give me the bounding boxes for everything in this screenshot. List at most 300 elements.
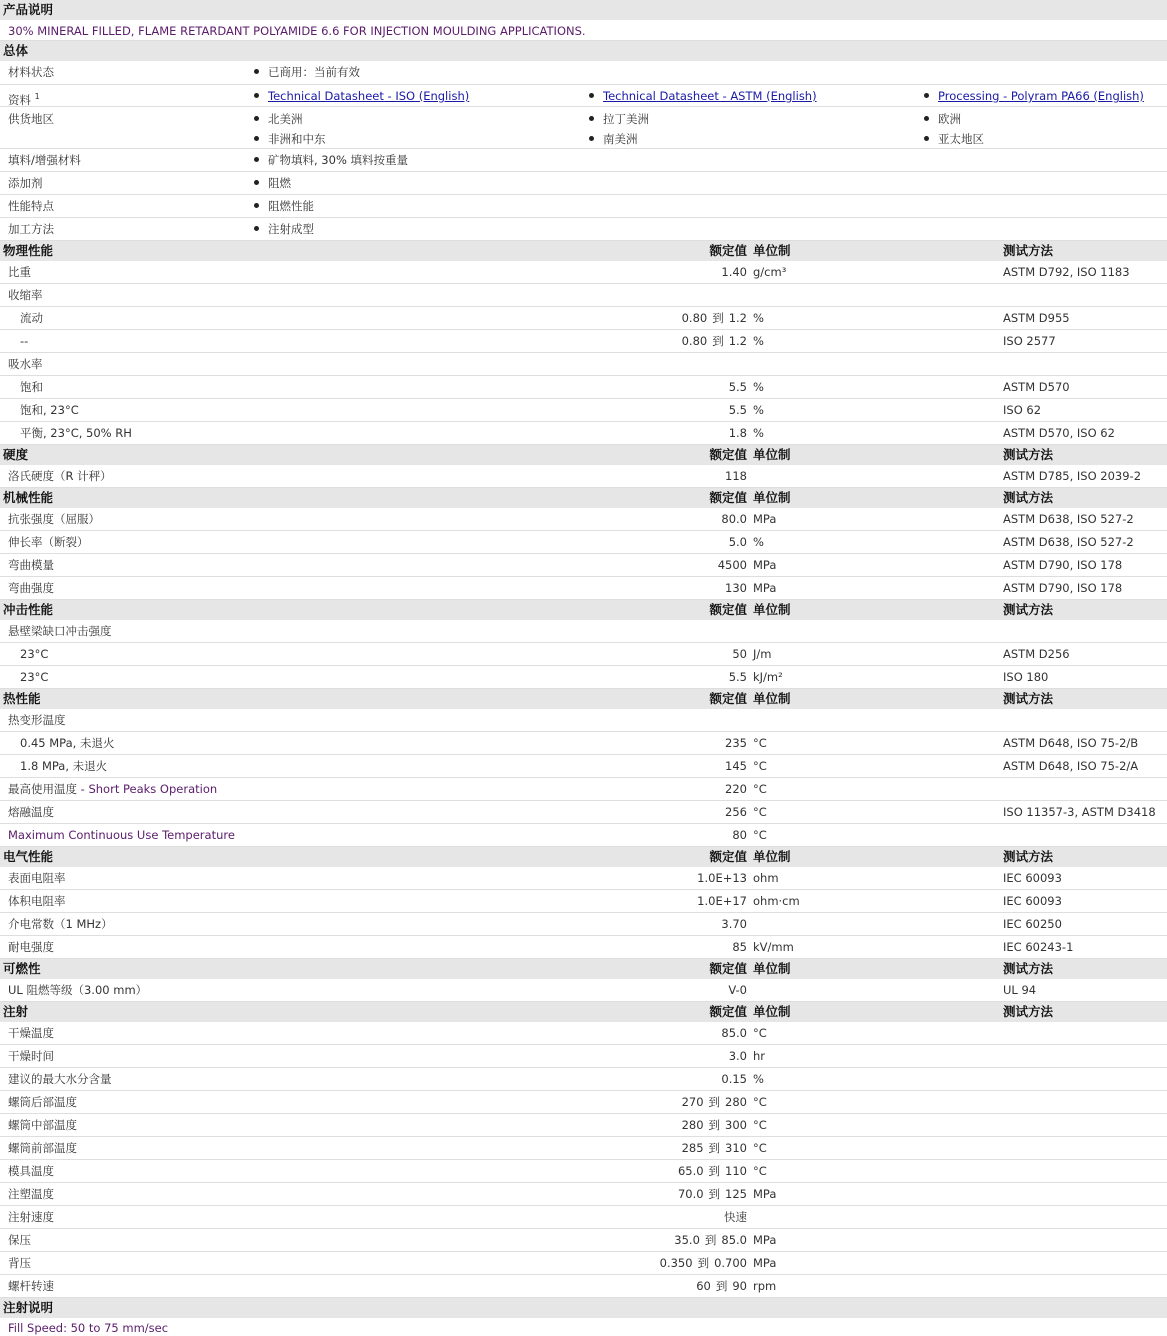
property-row xyxy=(0,1137,1167,1160)
unit: °C xyxy=(753,736,767,750)
property-label xyxy=(8,1068,112,1091)
nominal-value: 1.0E+17 xyxy=(697,894,747,908)
property-label xyxy=(8,1114,77,1137)
property-label xyxy=(20,399,79,422)
test-method: ASTM D790, ISO 178 xyxy=(1003,581,1123,595)
nominal-range xyxy=(682,1114,747,1137)
property-label xyxy=(8,1275,54,1298)
property-row xyxy=(0,1091,1167,1114)
test-method: ASTM D256 xyxy=(1003,647,1070,661)
property-row xyxy=(0,422,1167,445)
property-row xyxy=(0,284,1167,307)
nominal-range xyxy=(682,307,747,330)
doc-link-item xyxy=(924,85,1144,108)
range-low: 35.0 xyxy=(674,1233,700,1247)
unit: °C xyxy=(753,1164,767,1178)
item-text: 注射成型 xyxy=(268,222,314,236)
bullet-icon xyxy=(254,69,259,74)
nominal-value: 1.0E+13 xyxy=(697,871,747,885)
unit: rpm xyxy=(753,1279,777,1293)
nominal-range xyxy=(682,1091,747,1114)
section-title: 电气性能 xyxy=(3,849,54,864)
general-row-features xyxy=(0,195,1167,218)
product-description: 30% MINERAL FILLED, FLAME RETARDANT POLYAMIDE 6.6 FOR INJECTION MOULDING APPLICATIONS. xyxy=(0,20,1167,41)
label-text: 耐电强度 xyxy=(8,940,54,954)
unit: g/cm³ xyxy=(753,265,787,279)
section-header-electrical xyxy=(0,847,1167,867)
bullet-icon xyxy=(254,157,259,162)
test-method: ISO 180 xyxy=(1003,670,1049,684)
column-header-test-method: 测试方法 xyxy=(1003,602,1054,617)
test-method: ISO 11357-3, ASTM D3418 xyxy=(1003,805,1156,819)
range-high: 1.2 xyxy=(728,311,747,325)
section-title: 物理性能 xyxy=(3,243,54,258)
test-method: ASTM D648, ISO 75-2/B xyxy=(1003,736,1139,750)
property-row xyxy=(0,620,1167,643)
nominal-value: 3.70 xyxy=(721,917,747,931)
range-high: 280 xyxy=(725,1095,747,1109)
property-row xyxy=(0,979,1167,1002)
property-row xyxy=(0,261,1167,284)
property-row xyxy=(0,1068,1167,1091)
test-method: IEC 60243-1 xyxy=(1003,940,1074,954)
property-label xyxy=(8,261,31,284)
item-text: 北美洲 xyxy=(268,112,303,126)
property-row xyxy=(0,732,1167,755)
property-row xyxy=(0,376,1167,399)
unit: MPa xyxy=(753,1233,777,1247)
injection-note-text: Fill Speed: 50 to 75 mm/sec xyxy=(8,1321,169,1335)
property-label xyxy=(8,284,43,307)
unit: MPa xyxy=(753,581,777,595)
region-item xyxy=(254,129,326,149)
row-label: 加工方法 xyxy=(8,222,54,236)
property-label xyxy=(8,824,235,847)
property-label xyxy=(20,376,43,399)
label-text: 伸长率（断裂） xyxy=(8,535,89,549)
property-label xyxy=(20,643,48,666)
item-text: 非洲和中东 xyxy=(268,132,326,146)
unit: % xyxy=(753,311,764,325)
column-header-nominal: 额定值 xyxy=(709,447,747,462)
column-header-test-method: 测试方法 xyxy=(1003,849,1054,864)
item-text: 拉丁美洲 xyxy=(603,112,649,126)
section-header-hardness xyxy=(0,445,1167,465)
label-text: 悬壁梁缺口冲击强度 xyxy=(8,624,112,638)
label-text: 最高使用温度 xyxy=(8,782,77,796)
general-row-regions xyxy=(0,107,1167,149)
section-header-physical xyxy=(0,241,1167,261)
property-label xyxy=(8,1206,54,1229)
bullet-icon xyxy=(589,136,594,141)
property-row xyxy=(0,465,1167,488)
property-row xyxy=(0,330,1167,353)
label-text: 收缩率 xyxy=(8,288,43,302)
nominal-value: 5.5 xyxy=(728,403,747,417)
test-method: IEC 60093 xyxy=(1003,894,1062,908)
label-text: 流动 xyxy=(20,311,43,325)
bullet-icon xyxy=(924,116,929,121)
unit: °C xyxy=(753,782,767,796)
property-label xyxy=(8,867,66,890)
property-label xyxy=(8,1229,31,1252)
nominal-value: V-0 xyxy=(728,983,747,997)
property-row xyxy=(0,666,1167,689)
property-label xyxy=(20,307,43,330)
range-separator: 到 xyxy=(708,1141,721,1155)
label-text: 螺筒中部温度 xyxy=(8,1118,77,1132)
label-text: 螺筒前部温度 xyxy=(8,1141,77,1155)
column-header-unit: 单位制 xyxy=(753,1004,791,1019)
label-text: 0.45 MPa, 未退火 xyxy=(20,736,115,750)
nominal-value: 5.5 xyxy=(728,380,747,394)
unit: kV/mm xyxy=(753,940,794,954)
row-label: 材料状态 xyxy=(8,65,54,79)
section-header-thermal xyxy=(0,689,1167,709)
property-row xyxy=(0,1114,1167,1137)
range-low: 60 xyxy=(696,1279,711,1293)
label-text: 模具温度 xyxy=(8,1164,54,1178)
property-label xyxy=(8,554,54,577)
property-label xyxy=(8,1045,54,1068)
footnote-marker: 1 xyxy=(34,92,40,101)
nominal-range xyxy=(660,1252,747,1275)
unit: ohm·cm xyxy=(753,894,800,908)
column-header-nominal: 额定值 xyxy=(709,490,747,505)
column-header-nominal: 额定值 xyxy=(709,849,747,864)
item-text: 阻燃性能 xyxy=(268,199,314,213)
item-text: 亚太地区 xyxy=(938,132,984,146)
property-row xyxy=(0,307,1167,330)
section-title: 产品说明 xyxy=(3,2,54,17)
property-row xyxy=(0,1252,1167,1275)
column-header-unit: 单位制 xyxy=(753,961,791,976)
section-title: 注射说明 xyxy=(3,1300,54,1315)
list-item xyxy=(254,172,291,195)
bullet-icon xyxy=(254,93,259,98)
unit: MPa xyxy=(753,1256,777,1270)
range-high: 0.700 xyxy=(714,1256,747,1270)
label-text: 表面电阻率 xyxy=(8,871,66,885)
bullet-icon xyxy=(589,116,594,121)
range-separator: 到 xyxy=(697,1256,710,1270)
label-text: 建议的最大水分含量 xyxy=(8,1072,112,1086)
range-low: 270 xyxy=(681,1095,704,1109)
label-text: 背压 xyxy=(8,1256,31,1270)
property-row xyxy=(0,1022,1167,1045)
property-label xyxy=(8,1160,54,1183)
property-label xyxy=(8,936,54,959)
label-text: 1.8 MPa, 未退火 xyxy=(20,759,108,773)
column-header-test-method: 测试方法 xyxy=(1003,243,1054,258)
property-row xyxy=(0,531,1167,554)
range-high: 85.0 xyxy=(721,1233,747,1247)
property-row xyxy=(0,643,1167,666)
label-text: 弯曲模量 xyxy=(8,558,54,572)
label-text: UL 阻燃等级（3.00 mm） xyxy=(8,983,148,997)
range-low: 70.0 xyxy=(677,1187,704,1201)
range-separator: 到 xyxy=(712,334,724,348)
property-label xyxy=(8,709,66,732)
property-label xyxy=(8,620,112,643)
label-text: 注塑温度 xyxy=(8,1187,54,1201)
label-text: 23°C xyxy=(20,670,49,684)
label-text: 干燥温度 xyxy=(8,1026,54,1040)
property-row xyxy=(0,1160,1167,1183)
row-label: 添加剂 xyxy=(8,176,43,190)
label-text: 吸水率 xyxy=(8,357,43,371)
label-text: 饱和 xyxy=(20,380,43,394)
nominal-range xyxy=(682,330,747,353)
unit: J/m xyxy=(753,647,772,661)
section-header-injection xyxy=(0,1002,1167,1022)
section-header-impact xyxy=(0,600,1167,620)
property-label xyxy=(8,1022,54,1045)
property-row xyxy=(0,709,1167,732)
item-text: 欧洲 xyxy=(938,112,961,126)
property-row xyxy=(0,1045,1167,1068)
label-text: 螺杆转速 xyxy=(8,1279,54,1293)
nominal-value: 80 xyxy=(732,828,747,842)
bullet-icon xyxy=(924,136,929,141)
section-title: 热性能 xyxy=(3,691,41,706)
general-row-docs xyxy=(0,85,1167,107)
general-row-status xyxy=(0,61,1167,85)
unit: °C xyxy=(753,1095,767,1109)
bullet-icon xyxy=(254,136,259,141)
nominal-value: 1.8 xyxy=(728,426,747,440)
label-text: 干燥时间 xyxy=(8,1049,54,1063)
property-label xyxy=(8,913,113,936)
property-label xyxy=(8,1091,77,1114)
nominal-value: 4500 xyxy=(717,558,747,572)
bullet-icon xyxy=(254,180,259,185)
column-header-test-method: 测试方法 xyxy=(1003,447,1054,462)
list-item xyxy=(254,61,360,84)
label-text: 热变形温度 xyxy=(8,713,66,727)
property-label xyxy=(8,778,217,801)
section-header-injection-notes xyxy=(0,1298,1167,1318)
test-method: IEC 60250 xyxy=(1003,917,1062,931)
item-text: 矿物填料, 30% 填料按重量 xyxy=(268,153,409,167)
range-low: 65.0 xyxy=(677,1164,704,1178)
section-header-general xyxy=(0,41,1167,61)
nominal-value: 256 xyxy=(725,805,747,819)
nominal-range xyxy=(674,1229,747,1252)
label-text: 23°C xyxy=(20,647,49,661)
label-text: 介电常数（1 MHz） xyxy=(8,917,113,931)
processing-guide-link[interactable]: Processing - Polyram PA66 (English) xyxy=(938,89,1144,103)
unit: % xyxy=(753,535,764,549)
property-row xyxy=(0,353,1167,376)
column-header-unit: 单位制 xyxy=(753,849,791,864)
label-text: 弯曲强度 xyxy=(8,581,54,595)
bullet-icon xyxy=(589,93,594,98)
nominal-range xyxy=(696,1275,747,1298)
label-text: 保压 xyxy=(8,1233,31,1247)
column-header-unit: 单位制 xyxy=(753,691,791,706)
doc-link-item xyxy=(254,85,469,108)
property-row xyxy=(0,801,1167,824)
range-separator: 到 xyxy=(708,1095,721,1109)
label-text: 洛氏硬度（R 计秤） xyxy=(8,469,112,483)
nominal-range xyxy=(678,1183,747,1206)
test-method: ASTM D648, ISO 75-2/A xyxy=(1003,759,1139,773)
section-header-mechanical xyxy=(0,488,1167,508)
range-low: 0.80 xyxy=(681,334,708,348)
property-row xyxy=(0,913,1167,936)
column-header-test-method: 测试方法 xyxy=(1003,1004,1054,1019)
bullet-icon xyxy=(924,93,929,98)
row-label: 供货地区 xyxy=(8,112,54,126)
nominal-value: 5.0 xyxy=(728,535,747,549)
property-label xyxy=(8,801,54,824)
nominal-range xyxy=(682,1137,747,1160)
property-label xyxy=(8,1183,54,1206)
column-header-nominal: 额定值 xyxy=(709,691,747,706)
unit: % xyxy=(753,1072,764,1086)
nominal-value: 快速 xyxy=(724,1210,747,1224)
property-row xyxy=(0,867,1167,890)
section-title: 注射 xyxy=(3,1004,29,1019)
label-text: 比重 xyxy=(8,265,31,279)
property-label xyxy=(8,1252,31,1275)
test-method: ASTM D638, ISO 527-2 xyxy=(1003,512,1134,526)
list-item xyxy=(254,218,314,241)
label-text: 体积电阻率 xyxy=(8,894,66,908)
region-item xyxy=(254,109,303,129)
bullet-icon xyxy=(254,226,259,231)
range-high: 90 xyxy=(732,1279,747,1293)
label-text: 平衡, 23°C, 50% RH xyxy=(20,426,132,440)
property-label xyxy=(20,422,132,445)
test-method: ISO 62 xyxy=(1003,403,1042,417)
section-title: 总体 xyxy=(3,43,29,58)
range-high: 300 xyxy=(725,1118,747,1132)
label-text: 螺筒后部温度 xyxy=(8,1095,77,1109)
test-method: UL 94 xyxy=(1003,983,1037,997)
test-method: ASTM D790, ISO 178 xyxy=(1003,558,1123,572)
section-title: 机械性能 xyxy=(3,490,54,505)
property-label xyxy=(8,508,100,531)
range-high: 110 xyxy=(725,1164,747,1178)
column-header-unit: 单位制 xyxy=(753,243,791,258)
range-separator: 到 xyxy=(708,1187,721,1201)
property-label xyxy=(8,577,54,600)
unit: % xyxy=(753,380,764,394)
list-item xyxy=(254,149,408,172)
property-row xyxy=(0,755,1167,778)
test-method: ASTM D570 xyxy=(1003,380,1070,394)
doc-link-item xyxy=(589,85,817,108)
column-header-nominal: 额定值 xyxy=(709,1004,747,1019)
label-text: 资料 xyxy=(8,92,31,107)
column-header-nominal: 额定值 xyxy=(709,961,747,976)
region-item xyxy=(924,109,961,129)
property-label xyxy=(8,890,66,913)
label-text: 抗张强度（屈服） xyxy=(8,512,100,526)
unit: °C xyxy=(753,1141,767,1155)
test-method: ASTM D792, ISO 1183 xyxy=(1003,265,1130,279)
range-high: 125 xyxy=(725,1187,747,1201)
technical-datasheet-astm-link[interactable]: Technical Datasheet - ASTM (English) xyxy=(603,89,817,103)
range-separator: 到 xyxy=(708,1118,721,1132)
nominal-value: 145 xyxy=(725,759,747,773)
property-label xyxy=(8,1137,77,1160)
nominal-value: 1.40 xyxy=(721,265,747,279)
range-separator: 到 xyxy=(715,1279,728,1293)
property-row xyxy=(0,936,1167,959)
list-item xyxy=(254,195,314,218)
region-item xyxy=(589,129,638,149)
nominal-range xyxy=(678,1160,747,1183)
technical-datasheet-iso-link[interactable]: Technical Datasheet - ISO (English) xyxy=(268,89,470,103)
range-separator: 到 xyxy=(712,311,724,325)
property-label xyxy=(8,979,147,1002)
item-text: 已商用：当前有效 xyxy=(268,65,360,79)
label-text: 注射速度 xyxy=(8,1210,54,1224)
row-label: 填料/增强材料 xyxy=(8,153,81,167)
property-label xyxy=(8,531,89,554)
property-row xyxy=(0,577,1167,600)
section-title: 可燃性 xyxy=(3,961,41,976)
property-row xyxy=(0,824,1167,847)
property-label xyxy=(8,353,43,376)
unit: kJ/m² xyxy=(753,670,783,684)
nominal-value: 118 xyxy=(725,469,747,483)
nominal-value: 5.5 xyxy=(728,670,747,684)
nominal-value: 3.0 xyxy=(728,1049,747,1063)
property-row xyxy=(0,399,1167,422)
property-row xyxy=(0,1183,1167,1206)
unit: MPa xyxy=(753,558,777,572)
unit: °C xyxy=(753,828,767,842)
unit: °C xyxy=(753,1026,767,1040)
label-text: -- xyxy=(20,334,29,348)
unit: °C xyxy=(753,759,767,773)
bullet-icon xyxy=(254,116,259,121)
column-header-nominal: 额定值 xyxy=(709,243,747,258)
property-label xyxy=(20,330,28,353)
range-low: 280 xyxy=(681,1118,704,1132)
property-label xyxy=(8,465,112,488)
property-tables xyxy=(0,241,1167,1298)
property-label xyxy=(20,666,48,689)
nominal-value: 0.15 xyxy=(721,1072,747,1086)
test-method: ASTM D955 xyxy=(1003,311,1070,325)
range-high: 310 xyxy=(725,1141,747,1155)
nominal-value: 80.0 xyxy=(721,512,747,526)
range-high: 1.2 xyxy=(728,334,747,348)
range-separator: 到 xyxy=(708,1164,721,1178)
unit: °C xyxy=(753,805,767,819)
general-row-method xyxy=(0,218,1167,241)
column-header-test-method: 测试方法 xyxy=(1003,691,1054,706)
section-header-description xyxy=(0,0,1167,20)
label-text: 熔融温度 xyxy=(8,805,54,819)
test-method: ASTM D570, ISO 62 xyxy=(1003,426,1115,440)
property-row xyxy=(0,890,1167,913)
column-header-unit: 单位制 xyxy=(753,490,791,505)
item-text: 阻燃 xyxy=(268,176,291,190)
property-label xyxy=(20,732,114,755)
property-row xyxy=(0,554,1167,577)
range-separator: 到 xyxy=(704,1233,717,1247)
test-method: IEC 60093 xyxy=(1003,871,1062,885)
nominal-value: 50 xyxy=(732,647,747,661)
region-item xyxy=(924,129,984,149)
unit: hr xyxy=(753,1049,766,1063)
